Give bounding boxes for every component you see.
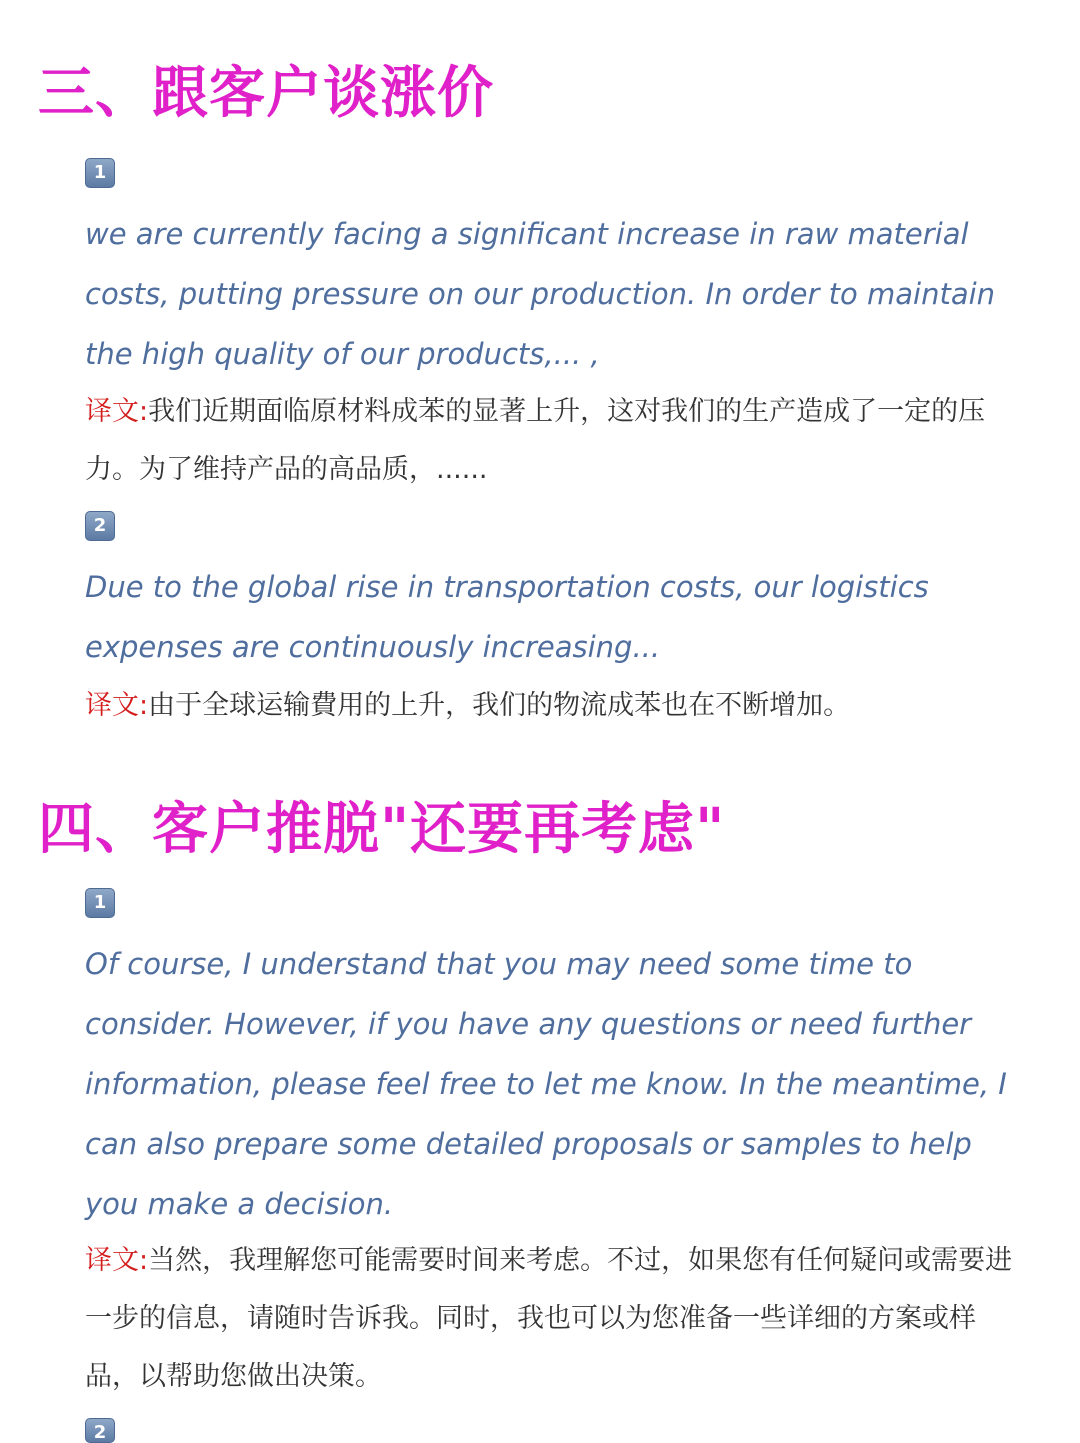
english-phrase: Of course, I understand that you may need some time to consider. However, if you have any questions or need further information, please feel free to let me know. In the meantime, I can also prepare some detailed proposals or samples to help you make a decision. (85, 947, 1007, 1221)
english-phrase: we are currently facing a significant increase in raw material costs, putting pressure on our production. In order to maintain the high quality of our products,... , (85, 217, 996, 371)
number-1-badge-icon: 1 (85, 158, 115, 188)
chinese-translation (85, 383, 1015, 499)
translation-label: 译文: (85, 396, 149, 427)
chinese-translation (85, 1232, 1015, 1406)
section-title: 三、跟客户谈涨价 (38, 61, 494, 126)
chinese-translation (85, 677, 1015, 735)
translation-text: 我们近期面临原材料成苯的显著上升，这对我们的生产造成了一定的压力。为了维持产品的高品质，...... (85, 396, 986, 485)
translation-label: 译文: (85, 1245, 149, 1276)
translation-text: 当然，我理解您可能需要时间来考虑。不过，如果您有任何疑问或需要进一步的信息，请随时告诉我。同时，我也可以为您准备一些详细的方案或样品，以帮助您做出决策。 (85, 1245, 1013, 1392)
number-2-badge-icon: 2 (85, 511, 115, 541)
number-2-badge-icon: 2 (85, 1418, 115, 1443)
translation-label: 译文: (85, 690, 149, 721)
translation-text: 由于全球运输費用的上升，我们的物流成苯也在不断增加。 (148, 690, 851, 721)
english-phrase: Due to the global rise in transportation costs, our logistics expenses are continuously increasing... (85, 570, 929, 664)
section-title: 四、客户推脱"还要再考虑" (38, 797, 726, 862)
number-1-badge-icon: 1 (85, 888, 115, 918)
